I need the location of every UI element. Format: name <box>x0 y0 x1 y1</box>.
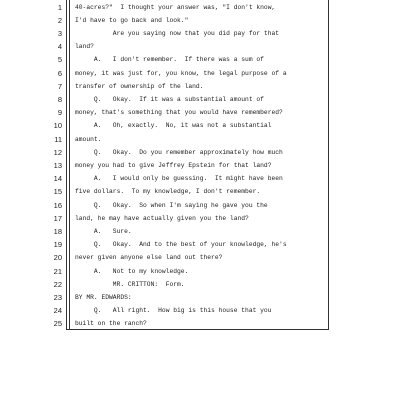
line-text: money you had to give Jeffrey Epstein for that land? <box>75 161 272 169</box>
line-text: Q. Okay. If it was a substantial amount of <box>75 95 264 103</box>
transcript-line <box>0 67 400 80</box>
line-number: 9 <box>57 108 62 118</box>
transcript-line <box>0 1 400 14</box>
line-number: 13 <box>53 160 62 170</box>
line-number: 3 <box>57 28 62 38</box>
transcript-line <box>0 106 400 119</box>
transcript-line <box>0 278 400 291</box>
line-text: A. I would only be guessing. It might have been <box>75 175 283 183</box>
line-text: money, that's something that you would have remembered? <box>75 109 283 117</box>
line-number: 19 <box>53 240 62 250</box>
line-text: transfer of ownership of the land. <box>75 82 204 90</box>
transcript-line <box>0 172 400 185</box>
line-number: 11 <box>54 134 62 144</box>
line-number: 24 <box>53 306 62 316</box>
line-text: A. Not to my knowledge. <box>75 267 189 275</box>
transcript-line <box>0 159 400 172</box>
transcript-line <box>0 238 400 251</box>
line-number: 2 <box>57 15 62 25</box>
line-number: 17 <box>53 213 62 223</box>
transcript-line <box>0 27 400 40</box>
line-number: 20 <box>53 253 62 263</box>
line-text: Q. Okay. Do you remember approximately how much <box>75 148 283 156</box>
line-text: five dollars. To my knowledge, I don't remember. <box>75 188 261 196</box>
line-text: money, it was just for, you know, the legal purpose of a <box>75 69 287 77</box>
line-number: 10 <box>53 121 62 131</box>
line-number: 7 <box>57 81 62 91</box>
line-text: 40-acres?" I thought your answer was, "I don't know, <box>75 3 276 11</box>
transcript-line <box>0 133 400 146</box>
line-text: land? <box>75 43 94 51</box>
line-text: amount. <box>75 135 102 143</box>
line-number: 25 <box>53 319 62 329</box>
line-number: 14 <box>53 174 62 184</box>
transcript-line <box>0 40 400 53</box>
line-text: MR. CRITTON: Form. <box>75 280 185 288</box>
line-text: Are you saying now that you did pay for that <box>75 29 280 37</box>
transcript-line <box>0 291 400 304</box>
transcript-line <box>0 212 400 225</box>
transcript-line <box>0 251 400 264</box>
transcript-line <box>0 199 400 212</box>
line-text: I'd have to go back and look." <box>75 16 189 24</box>
line-number: 15 <box>53 187 62 197</box>
transcript-line <box>0 53 400 66</box>
line-number: 5 <box>57 55 62 65</box>
transcript-line <box>0 80 400 93</box>
line-text: never given anyone else land out there? <box>75 254 223 262</box>
line-text: built on the ranch? <box>75 320 147 328</box>
line-number: 16 <box>53 200 62 210</box>
line-text: Q. Okay. And to the best of your knowledge, he's <box>75 241 287 249</box>
transcript-line <box>0 304 400 317</box>
transcript-line <box>0 185 400 198</box>
transcript-line <box>0 146 400 159</box>
line-number: 22 <box>53 279 62 289</box>
line-text: A. I don't remember. If there was a sum of <box>75 56 264 64</box>
transcript-line <box>0 265 400 278</box>
line-number: 23 <box>53 292 62 302</box>
line-text: A. Oh, exactly. No, it was not a substantial <box>75 122 272 130</box>
line-number: 8 <box>57 94 62 104</box>
transcript-line <box>0 225 400 238</box>
transcript-line <box>0 119 400 132</box>
line-text: A. Sure. <box>75 227 132 235</box>
line-number: 6 <box>57 68 62 78</box>
line-number: 18 <box>53 226 62 236</box>
line-text: Q. All right. How big is this house that you <box>75 307 272 315</box>
line-number: 4 <box>57 42 62 52</box>
transcript-line <box>0 317 400 330</box>
line-text: land, he may have actually given you the land? <box>75 214 249 222</box>
line-text: BY MR. EDWARDS: <box>75 293 132 301</box>
transcript-line <box>0 14 400 27</box>
transcript-line <box>0 93 400 106</box>
line-text: Q. Okay. So when I'm saying he gave you the <box>75 201 268 209</box>
line-number: 21 <box>53 266 62 276</box>
line-number: 1 <box>57 2 62 12</box>
line-number: 12 <box>53 147 62 157</box>
